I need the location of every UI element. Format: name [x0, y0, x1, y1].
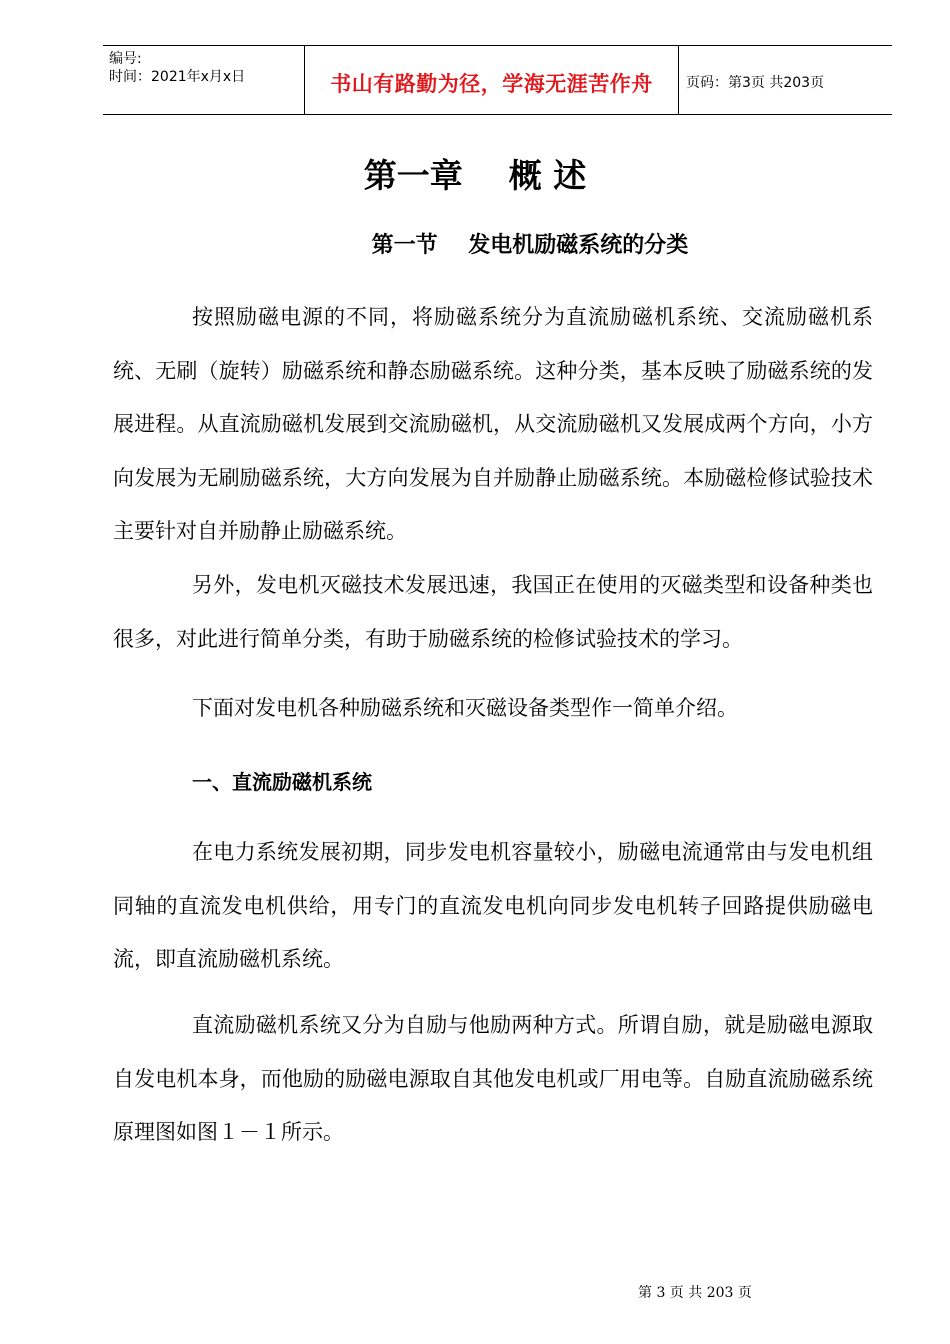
chapter-title: 第一章 概 述 [363, 156, 587, 195]
subsection-title: 一、直流励磁机系统 [192, 770, 372, 794]
header-page-cell [678, 46, 892, 114]
paragraph-3: 下面对发电机各种励磁系统和灭磁设备类型作一简单介绍。 [192, 696, 738, 720]
paragraph-2: 另外，发电机灭磁技术发展迅速，我国正在使用的灭磁类型和设备种类也很多，对此进行简单分类，有助于励磁系统的检修试验技术的学习。 [113, 573, 873, 651]
header-motto: 书山有路勤为径，学海无涯苦作舟 [330, 72, 653, 96]
page-footer: 第 3 页 共 203 页 [638, 1285, 752, 1301]
header-motto-cell [304, 46, 679, 114]
header-page-info: 页码：第3页 共203页 [686, 75, 825, 91]
document-number-label: 编号: [109, 51, 142, 67]
paragraph-5: 直流励磁机系统又分为自励与他励两种方式。所谓自励，就是励磁电源取自发电机本身，而他励的励磁电源取自其他发电机或厂用电等。自励直流励磁系统原理图如图１－１所示。 [113, 1013, 873, 1144]
section-title: 第一节 发电机励磁系统的分类 [371, 233, 689, 258]
header-left-cell [103, 46, 303, 114]
paragraph-1: 按照励磁电源的不同，将励磁系统分为直流励磁机系统、交流励磁机系统、无刷（旋转）励磁系统和静态励磁系统。这种分类，基本反映了励磁系统的发展进程。从直流励磁机发展到交流励磁机，从交流励磁机又发展成两个方向，小方向发展为无刷励磁系统，大方向发展为自并励静止励磁系统。本励磁检修试验技术主要针对自并励静止励磁系统。 [113, 305, 873, 543]
paragraph-4: 在电力系统发展初期，同步发电机容量较小，励磁电流通常由与发电机组同轴的直流发电机供给，用专门的直流发电机向同步发电机转子回路提供励磁电流，即直流励磁机系统。 [113, 840, 873, 971]
document-date: 时间：2021年x月x日 [109, 69, 246, 85]
page-header [103, 45, 892, 115]
